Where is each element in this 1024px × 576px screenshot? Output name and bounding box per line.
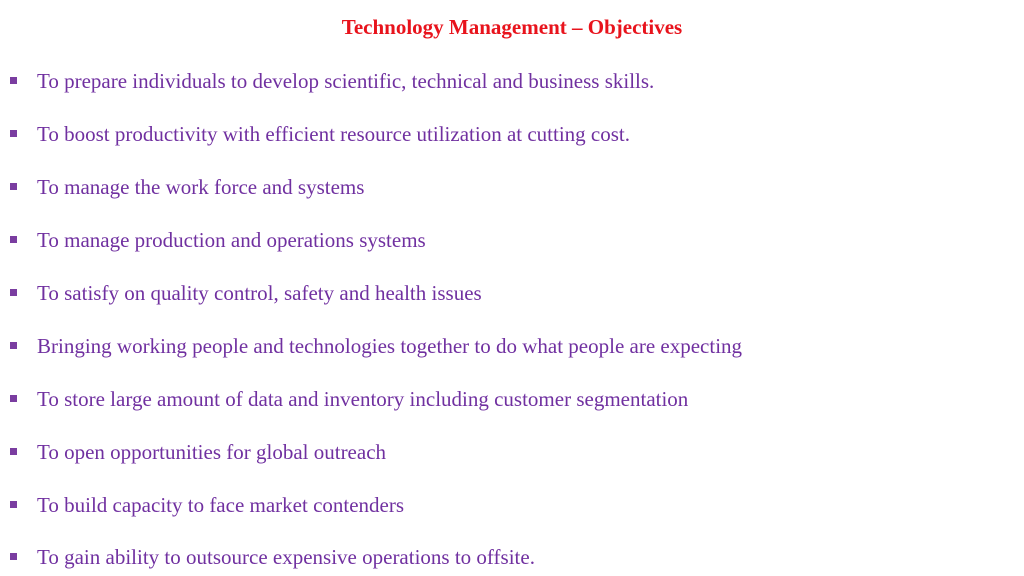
list-item [0,490,1000,520]
list-item [0,278,1000,308]
list-item [0,225,1000,255]
square-bullet-icon [10,289,17,296]
slide-title: Technology Management – Objectives [341,15,683,39]
list-item-text: To gain ability to outsource expensive operations to offsite. [37,545,535,569]
list-item [0,542,1000,572]
list-item-text: To manage the work force and systems [37,175,365,199]
square-bullet-icon [10,395,17,402]
list-item [0,384,1000,414]
list-item [0,66,1000,96]
list-item-text: To manage production and operations systems [37,228,426,252]
list-item [0,119,1000,149]
list-item-text: To open opportunities for global outreach [37,440,387,464]
list-item [0,437,1000,467]
list-item [0,172,1000,202]
square-bullet-icon [10,501,17,508]
list-item-text: To satisfy on quality control, safety and health issues [37,281,482,305]
list-item-text: To store large amount of data and inventory including customer segmentation [37,387,689,411]
square-bullet-icon [10,183,17,190]
square-bullet-icon [10,130,17,137]
square-bullet-icon [10,342,17,349]
list-item-text: To build capacity to face market contenders [37,493,405,517]
square-bullet-icon [10,77,17,84]
list-item-text: Bringing working people and technologies together to do what people are expecting [37,334,743,358]
square-bullet-icon [10,236,17,243]
square-bullet-icon [10,448,17,455]
list-item-text: To boost productivity with efficient resource utilization at cutting cost. [37,122,631,146]
list-item [0,331,1000,361]
list-item-text: To prepare individuals to develop scientific, technical and business skills. [37,69,655,93]
square-bullet-icon [10,553,17,560]
